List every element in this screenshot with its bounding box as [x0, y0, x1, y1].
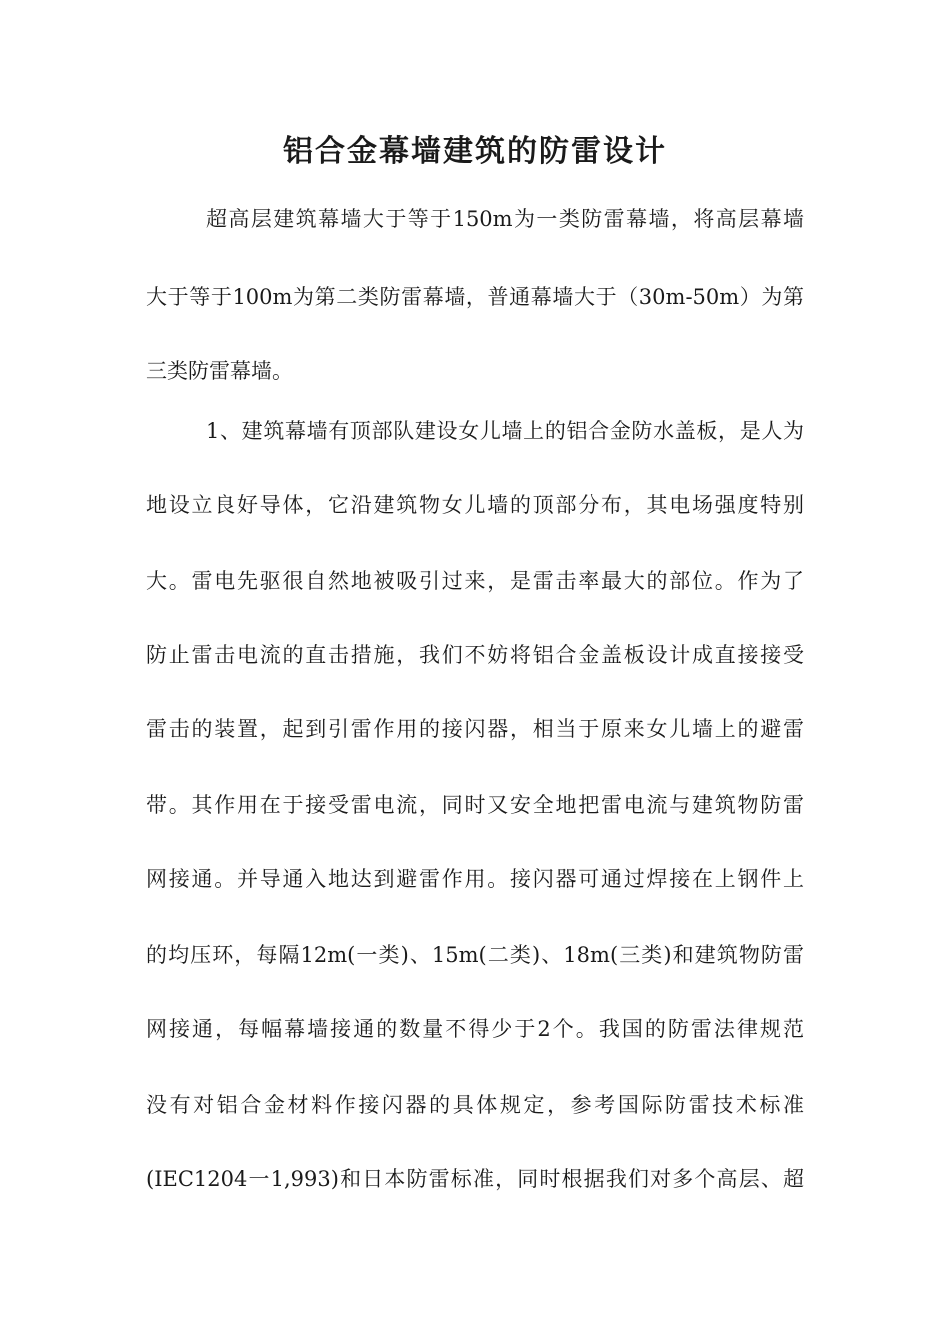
paragraph-2-line-2: 地设立良好导体，它沿建筑物女儿墙的顶部分布，其电场强度特别 — [146, 493, 804, 517]
paragraph-2-line-4: 防止雷击电流的直击措施，我们不妨将铝合金盖板设计成直接接受 — [146, 643, 804, 667]
paragraph-2-line-6: 带。其作用在于接受雷电流，同时又安全地把雷电流与建筑物防雷 — [146, 793, 804, 817]
paragraph-2-line-5: 雷击的装置，起到引雷作用的接闪器，相当于原来女儿墙上的避雷 — [146, 717, 804, 741]
paragraph-2-line-1: 1、建筑幕墙有顶部队建设女儿墙上的铝合金防水盖板，是人为 — [206, 419, 804, 443]
paragraph-1-line-2: 大于等于100m为第二类防雷幕墙，普通幕墙大于（30m-50m）为第 — [146, 285, 804, 309]
paragraph-2-line-10: 没有对铝合金材料作接闪器的具体规定，参考国际防雷技术标准 — [146, 1093, 804, 1117]
paragraph-1-line-1: 超高层建筑幕墙大于等于150m为一类防雷幕墙，将高层幕墙 — [206, 207, 804, 231]
paragraph-2-line-3: 大。雷电先驱很自然地被吸引过来，是雷击率最大的部位。作为了 — [146, 569, 804, 593]
paragraph-2-line-9: 网接通，每幅幕墙接通的数量不得少于2个。我国的防雷法律规范 — [146, 1017, 804, 1041]
paragraph-2-line-11: (IEC1204一1,993)和日本防雷标准，同时根据我们对多个高层、超 — [146, 1167, 804, 1191]
paragraph-1-line-3: 三类防雷幕墙。 — [146, 359, 293, 383]
document-title: 铝合金幕墙建筑的防雷设计 — [283, 134, 667, 169]
paragraph-2-line-8: 的均压环，每隔12m(一类)、15m(二类)、18m(三类)和建筑物防雷 — [146, 943, 804, 967]
paragraph-2-line-7: 网接通。并导通入地达到避雷作用。接闪器可通过焊接在上钢件上 — [146, 867, 804, 891]
